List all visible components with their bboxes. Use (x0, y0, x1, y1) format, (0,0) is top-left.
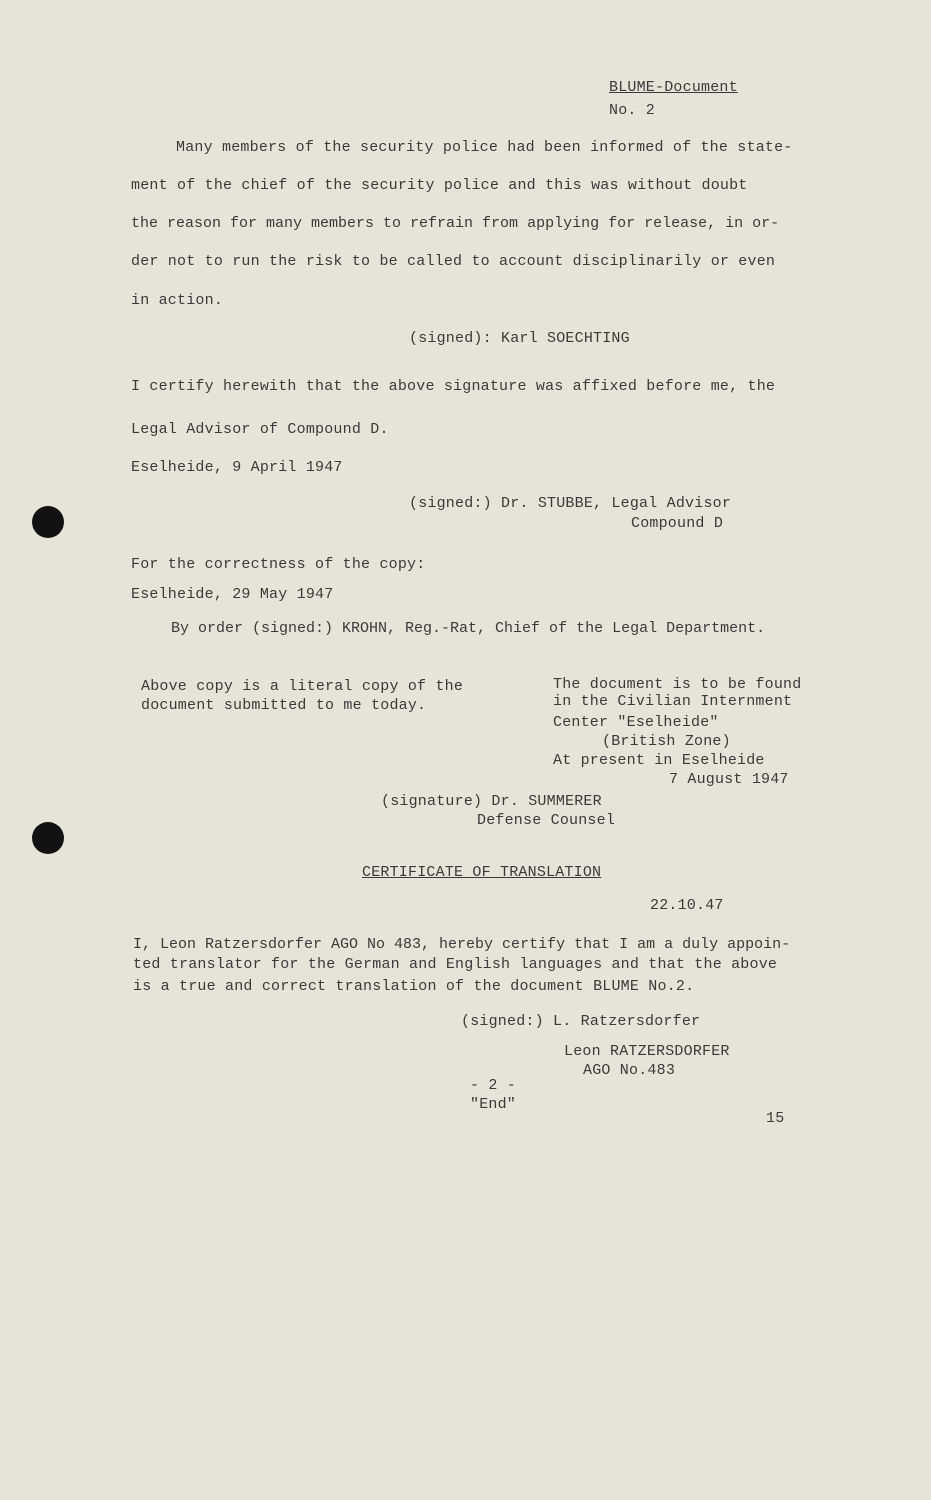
punch-hole-bottom (32, 822, 64, 854)
translation-date: 22.10.47 (650, 897, 724, 914)
correctness-line-1: For the correctness of the copy: (131, 556, 426, 573)
certify-line-2: Legal Advisor of Compound D. (131, 421, 389, 438)
copy-note-left-1: Above copy is a literal copy of the (141, 678, 464, 695)
body-line-2: ment of the chief of the security police and this was without doubt (131, 177, 748, 194)
signature-stubbe-line-1: (signed:) Dr. STUBBE, Legal Advisor (409, 495, 732, 512)
certify-line-1: I certify herewith that the above signature was affixed before me, the (131, 378, 776, 395)
end-mark: "End" (470, 1096, 517, 1113)
body-line-1: Many members of the security police had been informed of the state- (176, 139, 793, 156)
copy-note-right-2: in the Civilian Internment (553, 693, 793, 710)
body-line-5: in action. (131, 292, 224, 309)
correctness-line-2: Eselheide, 29 May 1947 (131, 586, 334, 603)
translator-ago: AGO No.483 (583, 1062, 676, 1079)
translation-line-1: I, Leon Ratzersdorfer AGO No 483, hereby certify that I am a duly appoin- (133, 936, 791, 953)
correctness-line-3: By order (signed:) KROHN, Reg.-Rat, Chief of the Legal Department. (171, 620, 766, 637)
translation-line-2: ted translator for the German and English languages and that the above (133, 956, 778, 973)
doc-no: No. 2 (609, 102, 656, 119)
certify-place-date: Eselheide, 9 April 1947 (131, 459, 343, 476)
page-number-corner: 15 (766, 1110, 785, 1127)
copy-note-right-3: Center "Eselheide" (553, 714, 719, 731)
signature-summerer-line-1: (signature) Dr. SUMMERER (381, 793, 602, 810)
body-line-3: the reason for many members to refrain from applying for release, in or- (131, 215, 780, 232)
body-line-4: der not to run the risk to be called to account disciplinarily or even (131, 253, 776, 270)
signature-summerer-line-2: Defense Counsel (477, 812, 616, 829)
page-number-center: - 2 - (470, 1077, 517, 1094)
translator-name: Leon RATZERSDORFER (564, 1043, 730, 1060)
copy-note-left-2: document submitted to me today. (141, 697, 427, 714)
punch-hole-top (32, 506, 64, 538)
signature-stubbe-line-2: Compound D (631, 515, 724, 532)
translation-line-3: is a true and correct translation of the document BLUME No.2. (133, 978, 695, 995)
copy-note-right-1: The document is to be found (553, 676, 802, 693)
copy-note-right-5: At present in Eselheide (553, 752, 765, 769)
copy-note-right-4: (British Zone) (602, 733, 731, 750)
translation-certificate-title: CERTIFICATE OF TRANSLATION (362, 864, 602, 881)
copy-note-right-6: 7 August 1947 (669, 771, 789, 788)
doc-ref: BLUME-Document (609, 79, 738, 96)
translator-signature: (signed:) L. Ratzersdorfer (461, 1013, 701, 1030)
signature-soechting: (signed): Karl SOECHTING (409, 330, 630, 347)
